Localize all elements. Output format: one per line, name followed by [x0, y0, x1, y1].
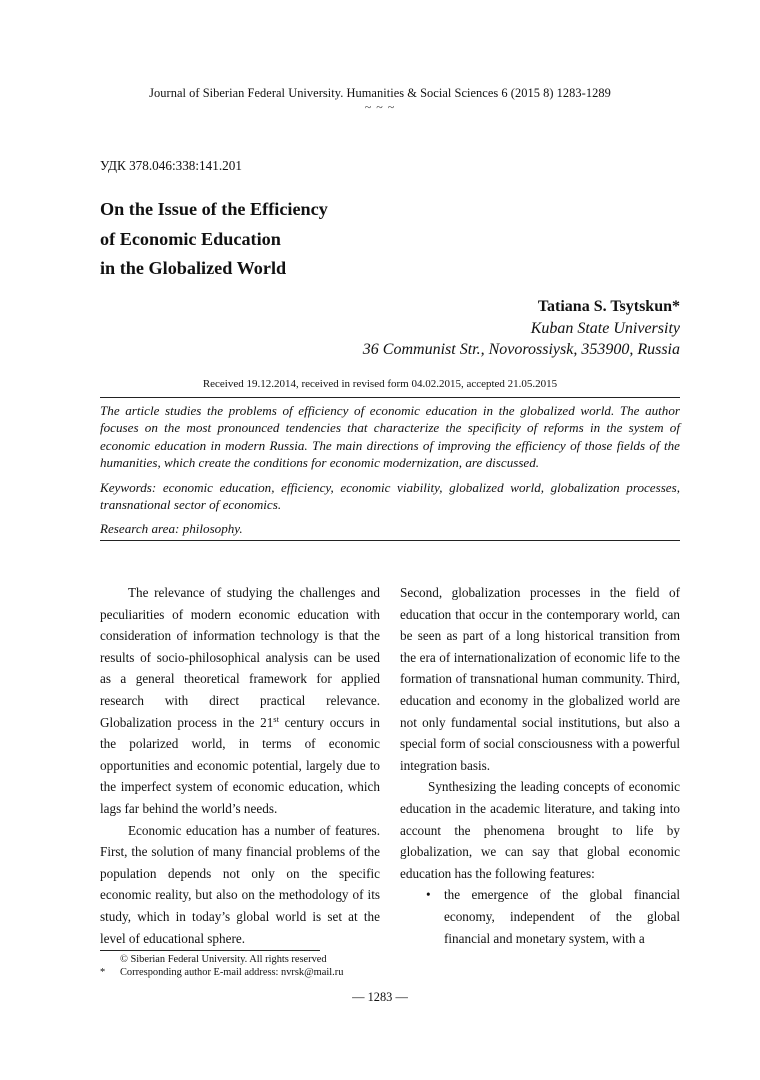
- article-title: [100, 195, 430, 284]
- title-line: On the Issue of the Efficiency: [100, 199, 328, 219]
- list-item: [400, 884, 680, 949]
- header-separator: ~ ~ ~: [364, 100, 396, 114]
- footnote-marker: *: [100, 967, 106, 978]
- copyright-footnote: © Siberian Federal University. All rights reserved: [120, 954, 327, 965]
- paragraph-text: The relevance of studying the challenges and peculiarities of modern economic education with consideration of information technology is that the results of socio-philosophical analysis can be used as a general theoretical framework for applied research with direct practical relevance. Globalization process in the 21: [100, 585, 380, 730]
- journal-header: Journal of Siberian Federal University. Humanities & Social Sciences 6 (2015 8) 1283-1289: [149, 86, 611, 100]
- title-line: of Economic Education: [100, 228, 281, 249]
- author-affiliation: Kuban State University: [530, 319, 680, 337]
- research-area: Research area: philosophy.: [100, 521, 243, 537]
- page-number: — 1283 —: [352, 990, 408, 1004]
- author-block: [363, 296, 680, 361]
- paragraph-text: century occurs in the polarized world, in terms of economic opportunities and economic potential, largely due to the imperfect system of economic education, which lags far behind the world’s needs.: [100, 714, 380, 816]
- abstract: [100, 402, 680, 538]
- corresponding-author-footnote: Corresponding author E-mail address: nvrsk@mail.ru: [120, 967, 344, 978]
- footnote-rule: [100, 950, 320, 951]
- author-name: Tatiana S. Tsytskun*: [537, 298, 680, 315]
- bullet-icon: •: [426, 887, 431, 903]
- abstract-bottom-rule: [100, 540, 680, 541]
- author-address: 36 Communist Str., Novorossiysk, 353900, Russia: [362, 341, 680, 358]
- body-paragraph: Synthesizing the leading concepts of economic education in the academic literature, and taking into account the phenomena brought to life by globalization, we can say that global economic education has the following features:: [400, 779, 680, 881]
- abstract-top-rule: [100, 397, 680, 398]
- udc-code: УДК 378.046:338:141.201: [100, 158, 242, 173]
- abstract-text: The article studies the problems of efficiency of economic education in the globalized world. The author focuses on the most pronounced tendencies that characterize the specificity of reforms in the system of economic education in modern Russia. The main directions of improving the efficiency of those fields of the humanities, which create the conditions for economic modernization, are discussed.: [100, 403, 680, 471]
- body-column-left: [100, 582, 380, 949]
- received-dates: Received 19.12.2014, received in revised form 04.02.2015, accepted 21.05.2015: [202, 378, 558, 390]
- list-item-text: the emergence of the global financial economy, independent of the global financial and monetary system, with a: [444, 887, 680, 946]
- body-paragraph: Second, globalization processes in the field of education that occur in the contemporary world, can be seen as part of a long historical transition from the era of internationalization of economic life to the formation of transnational human community. Third, education and economy in the globalized world are not only fundamental social institutions, but also a special form of social consciousness with a powerful integration basis.: [400, 585, 680, 773]
- title-line: in the Globalized World: [100, 258, 287, 278]
- ordinal-superscript: st: [273, 713, 279, 724]
- body-paragraph: [100, 582, 380, 820]
- body-paragraph: Economic education has a number of features. First, the solution of many financial problems of the population depends not only on the specific economic reality, but also on the methodology of its study, which in today’s global world is set at the level of educational sphere.: [100, 822, 380, 946]
- body-column-right: [400, 582, 680, 949]
- keywords: Keywords: economic education, efficiency, economic viability, globalized world, globalization processes, transnational sector of economics.: [100, 479, 680, 513]
